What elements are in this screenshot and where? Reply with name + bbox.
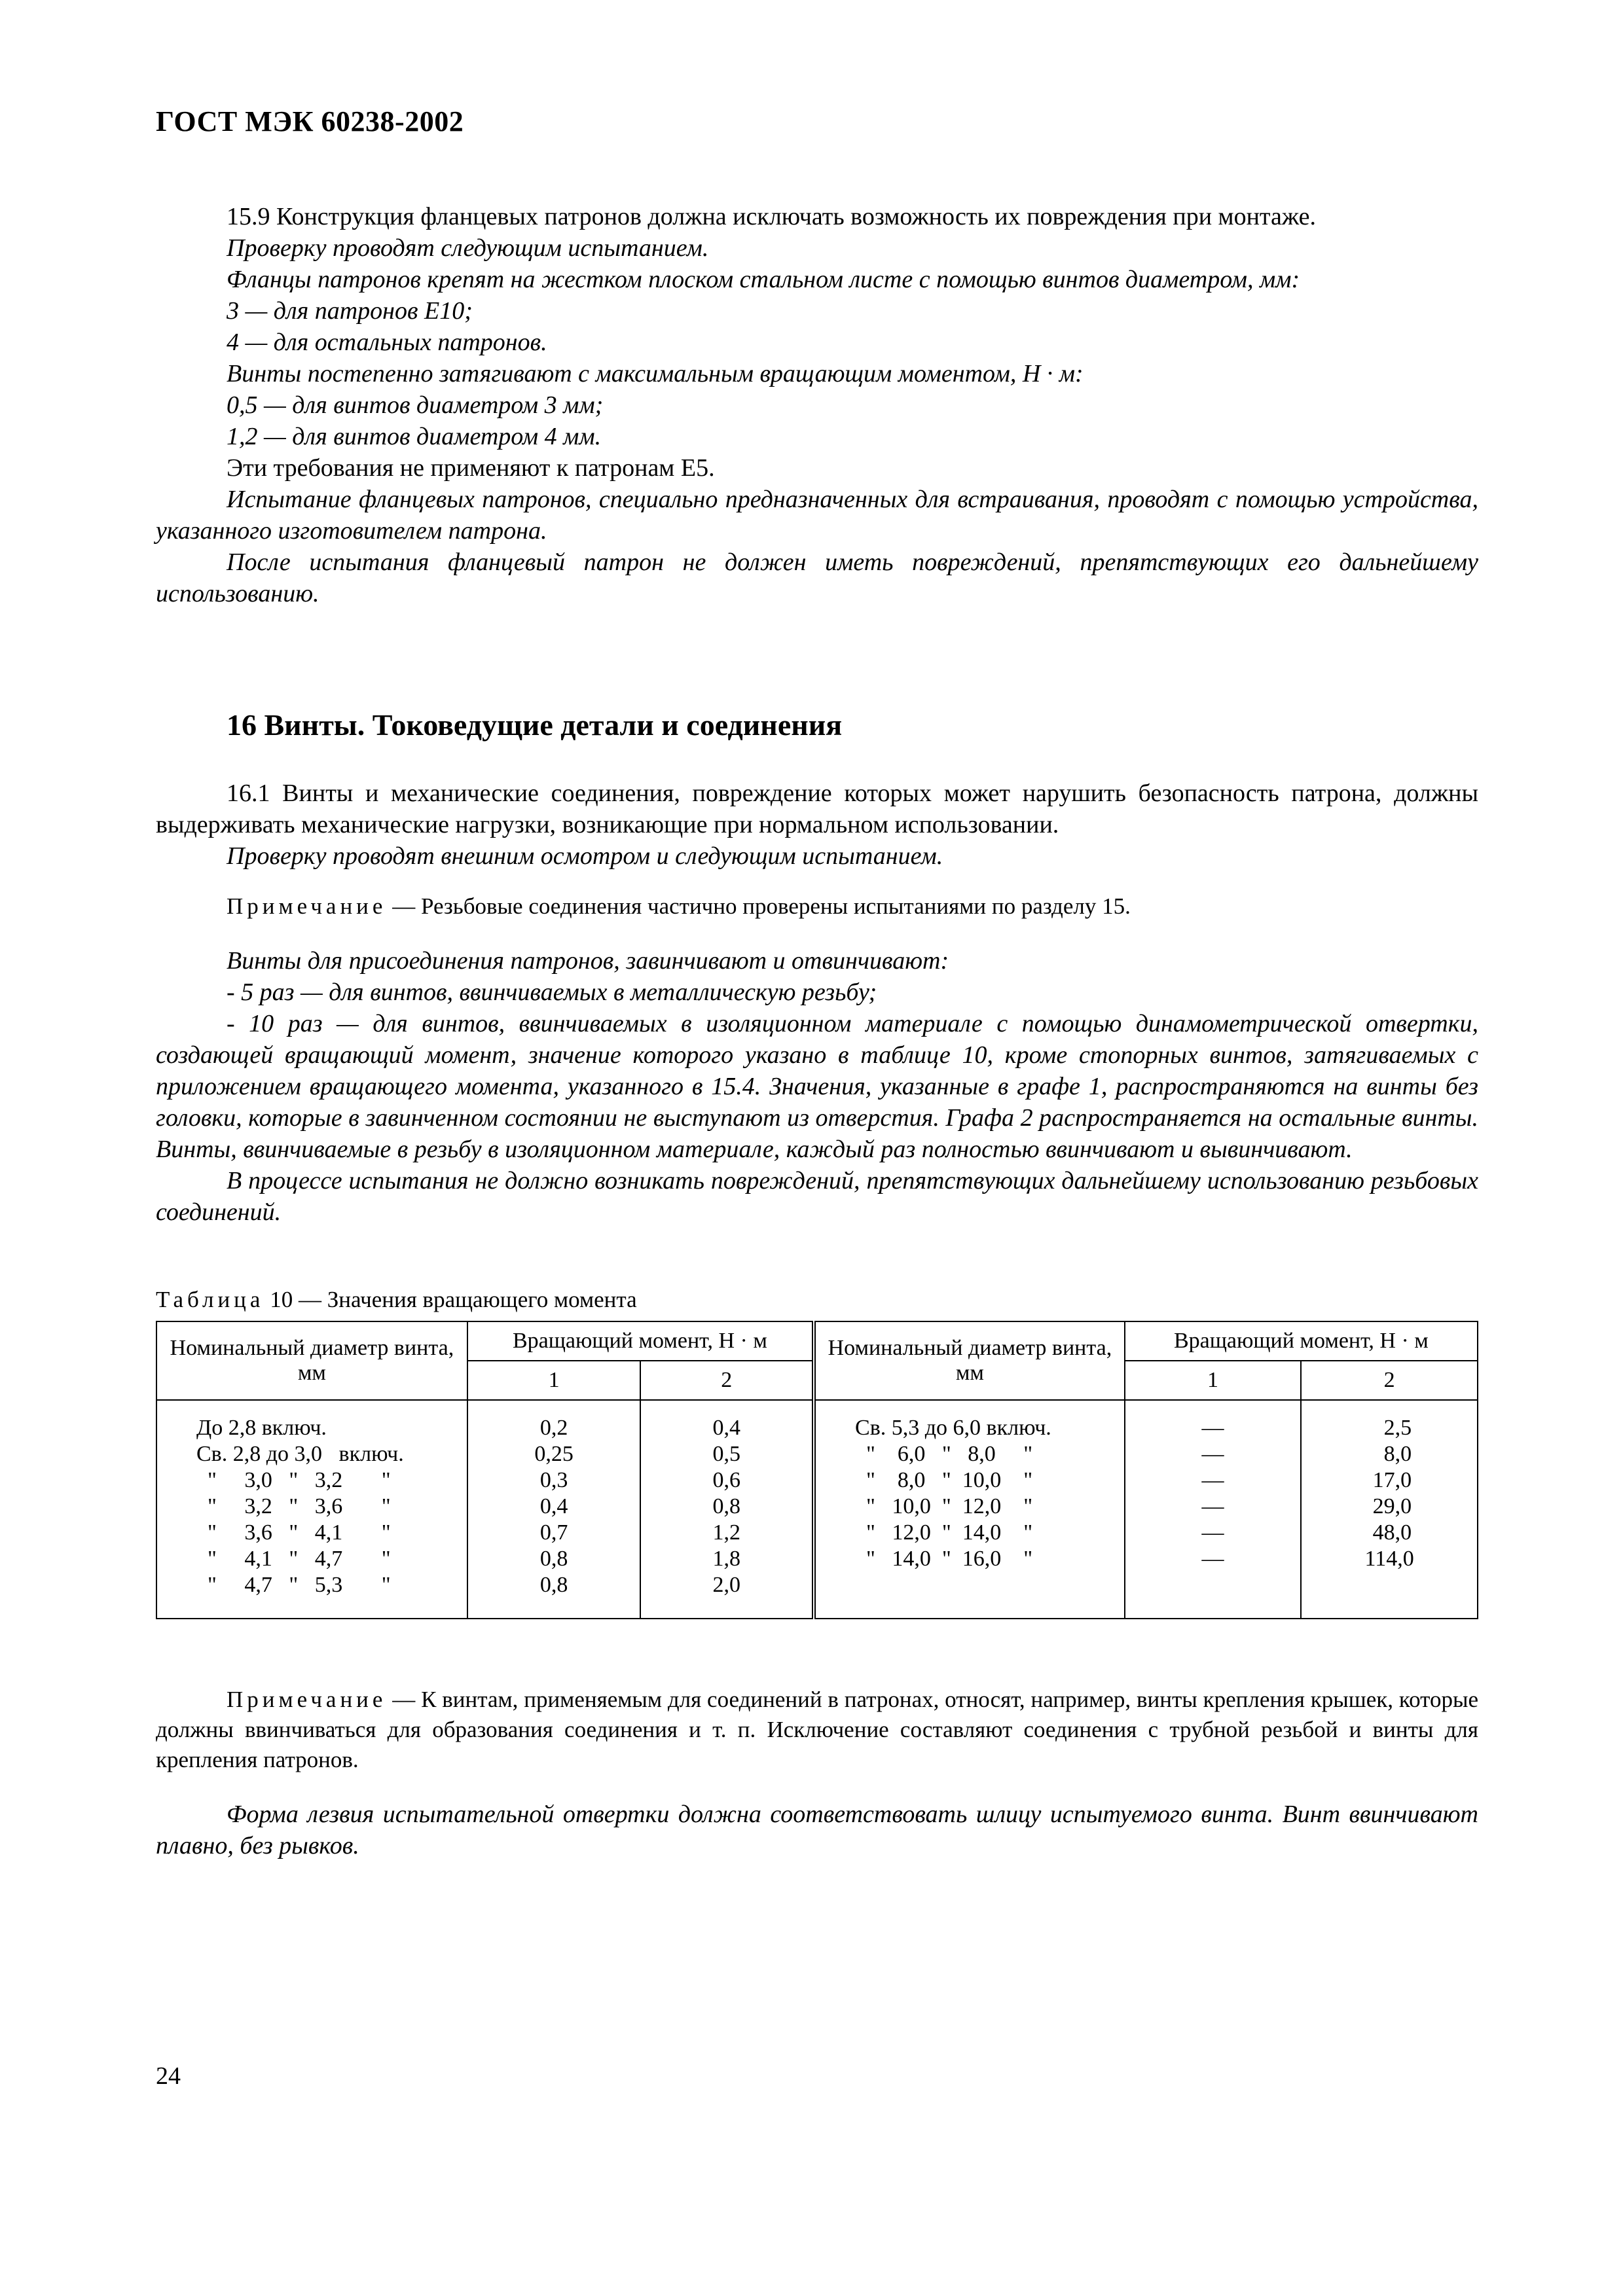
note-1 xyxy=(156,891,1478,922)
note-2-label: Примечание xyxy=(227,1687,387,1712)
clause-15-9: 15.9 Конструкция фланцевых патронов должна исключать возможность их повреждения при монтаже. xyxy=(227,203,1316,230)
test-result: В процессе испытания не должно возникать повреждений, препятствующих дальнейшему использованию резьбовых соединений. xyxy=(156,1167,1478,1226)
screw-test-insulating: - 10 раз — для винтов, ввинчиваемых в изоляционном материале с помощью динамометрической отвертки, создающей вращающий момент, значение которого указано в таблице 10, кроме стопорных винтов, затягиваемых с приложением вращающего момента, указанного в 15.4. Значения, указанные в графе 1, распространяются на винты без головки, которые в завинченном состоянии не выступают из отверстия. Графа 2 распространяется на остальные винты. Винты, ввинчиваемые в резьбу в изоляционном материале, каждый раз полностью ввинчивают и вывинчивают. xyxy=(156,1010,1478,1163)
page-number: 24 xyxy=(156,2062,181,2090)
builtin-test: Испытание фланцевых патронов, специально предназначенных для встраивания, проводят с помощью устройства, указанного изготовителем патрона. xyxy=(156,486,1478,545)
note-2 xyxy=(156,1685,1478,1775)
torque-4mm: 1,2 — для винтов диаметром 4 мм. xyxy=(227,423,602,450)
torque-table xyxy=(156,1321,1478,1619)
e5-exception: Эти требования не применяют к патронам Е5. xyxy=(227,454,715,482)
table-caption-text: 10 — Значения вращающего момента xyxy=(264,1287,637,1312)
table-row xyxy=(156,1400,1478,1619)
left-col-2-values: 0,4 0,5 0,6 0,8 1,2 1,8 2,0 xyxy=(640,1400,814,1619)
note-2-text: — К винтам, применяемым для соединений в патронах, относят, например, винты крепления крышек, которые должны ввинчиваться для образования соединения и т. п. Исключение составляют соединения с трубной резьбой и винты для крепления патронов. xyxy=(156,1687,1478,1772)
header-diameter-right: Номинальный диаметр винта, мм xyxy=(814,1321,1125,1400)
screw-e10: 3 — для патронов E10; xyxy=(227,297,473,325)
right-diameters: Св. 5,3 до 6,0 включ. " 6,0 " 8,0 " " 8,0 " 10,0 " " 10,0 " 12,0 " " 12,0 " 14,0 " " 14,0 " 16,0 " xyxy=(814,1400,1125,1619)
document-page xyxy=(156,105,1478,1861)
note-1-label: Примечание xyxy=(227,893,387,919)
standard-header: ГОСТ МЭК 60238-2002 xyxy=(156,105,464,137)
left-diameters: До 2,8 включ. Св. 2,8 до 3,0 включ. " 3,0 " 3,2 " " 3,2 " 3,6 " " 3,6 " 4,1 " " 4,1 " 4,7 " " 4,7 " 5,3 " xyxy=(156,1400,467,1619)
inspection-intro: Проверку проводят внешним осмотром и следующим испытанием. xyxy=(227,842,943,870)
header-col-1-right: 1 xyxy=(1125,1361,1302,1400)
header-col-2-left: 2 xyxy=(640,1361,814,1400)
screw-other: 4 — для остальных патронов. xyxy=(227,329,547,356)
torque-intro: Винты постепенно затягивают с максимальным вращающим моментом, Н · м: xyxy=(227,360,1084,387)
screw-test-intro: Винты для присоединения патронов, завинчивают и отвинчивают: xyxy=(227,947,949,975)
after-test: После испытания фланцевый патрон не должен иметь повреждений, препятствующих его дальнейшему использованию. xyxy=(156,548,1478,607)
right-col-1-values: — — — — — — xyxy=(1125,1400,1302,1619)
table-caption-label: Таблица xyxy=(156,1287,264,1312)
torque-3mm: 0,5 — для винтов диаметром 3 мм; xyxy=(227,391,604,419)
note-1-text: — Резьбовые соединения частично проверены испытаниями по разделу 15. xyxy=(386,893,1131,919)
screw-test-metal: - 5 раз — для винтов, ввинчиваемых в металлическую резьбу; xyxy=(227,978,877,1006)
header-torque-left: Вращающий момент, Н · м xyxy=(467,1321,814,1361)
header-diameter-left: Номинальный диаметр винта, мм xyxy=(156,1321,467,1400)
table-10-caption xyxy=(156,1287,1478,1313)
test-intro: Проверку проводят следующим испытанием. xyxy=(227,234,709,262)
right-col-2-values: 2,5 8,0 17,0 29,0 48,0 114,0 xyxy=(1301,1400,1478,1619)
screwdriver-blade: Форма лезвия испытательной отвертки должна соответствовать шлицу испытуемого винта. Винт ввинчивают плавно, без рывков. xyxy=(156,1801,1478,1859)
header-col-1-left: 1 xyxy=(467,1361,641,1400)
header-col-2-right: 2 xyxy=(1301,1361,1478,1400)
header-torque-right: Вращающий момент, Н · м xyxy=(1125,1321,1478,1361)
left-col-1-values: 0,2 0,25 0,3 0,4 0,7 0,8 0,8 xyxy=(467,1400,641,1619)
flange-mounting: Фланцы патронов крепят на жестком плоском стальном листе с помощью винтов диаметром, мм: xyxy=(227,266,1300,293)
clause-16-1: 16.1 Винты и механические соединения, повреждение которых может нарушить безопасность патрона, должны выдерживать механические нагрузки, возникающие при нормальном использовании. xyxy=(156,780,1478,838)
section-16-title: 16 Винты. Токоведущие детали и соединения xyxy=(227,708,843,742)
